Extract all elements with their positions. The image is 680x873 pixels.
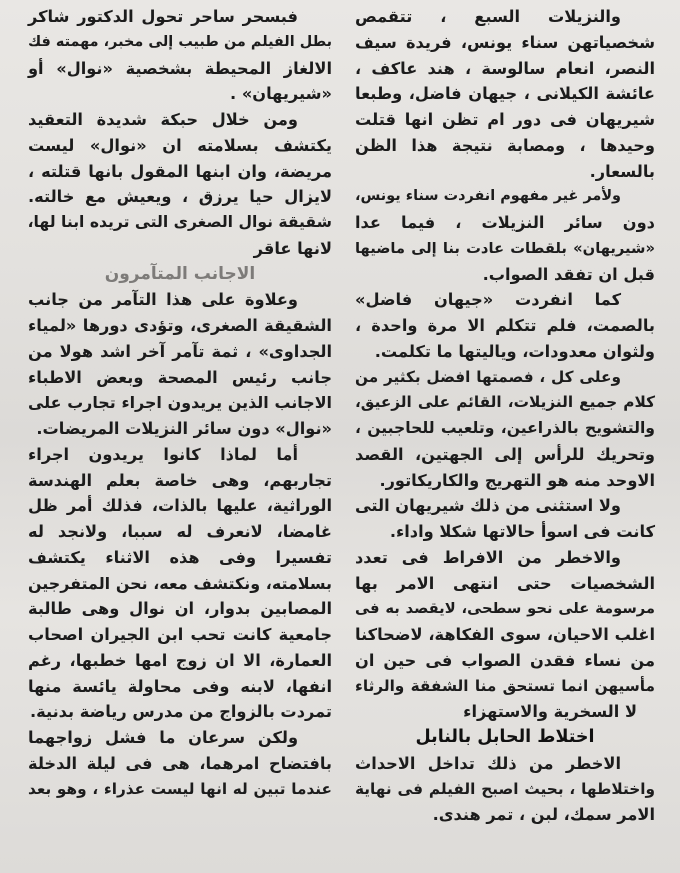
text-line: بالصمت، فلم تتكلم الا مرة واحدة ، [355, 316, 655, 335]
text-line: الشقيقة الصغرى، وتؤدى دورها «لمياء [28, 316, 332, 335]
text-line: انفها، لابنه وفى محاولة يائسة منها [28, 676, 332, 696]
text-line: لانها عاقر [253, 238, 332, 258]
text-line: ولثوان معدودات، وياليتها ما تكلمت. [374, 341, 655, 361]
text-line: ولكن سرعان ما فشل زواجهما [28, 728, 298, 747]
text-line: قبل ان تفقد الصواب. [482, 264, 655, 284]
text-line: النصر، انعام سالوسة ، هند عاكف ، [355, 58, 655, 78]
text-line: أما لماذا كانوا يريدون اجراء [28, 444, 298, 464]
text-line: الجداوى» ، ثمة تآمر آخر اشد هولا من [28, 341, 332, 361]
text-line: لا السخرية والاستهزاء [463, 702, 637, 722]
text-line: الوراثية، عليها بالذات، فذلك أمر ظل [28, 496, 332, 516]
text-line: واختلاطها ، بحيث اصبح الفيلم فى نهاية [355, 779, 655, 798]
text-line: تجاربهم، وهى خاصة بعلم الهندسة [28, 470, 332, 490]
text-line: «نوال» دون سائر النزيلات المريضات. [36, 419, 332, 438]
text-line: فبسحر ساحر تحول الدكتور شاكر [28, 7, 298, 26]
text-line: والاخطر من الافراط فى تعدد [355, 547, 621, 567]
text-line: لايزال حيا يرزق ، ويعيش مع خالته. [28, 187, 332, 207]
text-line: الامر سمك، لبن ، تمر هندى. [432, 805, 655, 825]
text-line: شيريهان فى دور ام تظن انها قتلت [355, 110, 655, 129]
text-line: من نساء فقدن الصواب فى حين ان [355, 650, 655, 670]
text-line: يكتشف بسلامته ان «نوال» ليست [28, 135, 332, 155]
text-line: عندما تبين له انها ليست عذراء ، وهو بعد [28, 779, 332, 798]
text-line: بسلامته، ونكتشف معه، نحن المتفرجين [28, 573, 332, 593]
text-line: كما انفردت «جيهان فاضل» [355, 290, 621, 310]
text-line: جامعية كانت تحب ابن الجيران اصحاب [28, 625, 332, 644]
paragraph [28, 287, 332, 442]
text-line: اغلب الاحيان، سوى الفكاهة، لاضحاكنا [355, 625, 655, 644]
text-line: دون سائر النزيلات ، فيما عدا [355, 213, 655, 232]
text-line: الاخطر من ذلك تداخل الاحداث [355, 753, 621, 773]
paragraph [355, 184, 655, 287]
paragraph [28, 442, 332, 725]
text-line: تفسيرا وفى هذه الاثناء يكتشف [28, 547, 332, 567]
text-line: ومن خلال حبكة شديدة التعقيد [28, 110, 298, 129]
text-line: شخصياتهن سناء يونس، فريدة سيف [355, 32, 655, 52]
text-line: تمردت بالزواج من مدرس رياضة بدنية. [30, 702, 332, 722]
text-line: وحيدها ، ومصابة نتيجة هذا الظن [355, 135, 655, 155]
paragraph [28, 725, 332, 802]
paragraph [355, 751, 655, 828]
text-line: كانت فى اسوأ حالاتها شكلا واداء. [389, 522, 655, 541]
text-line: وعلى كل ، فصمتها افضل بكثير من [355, 367, 621, 386]
text-line: بطل الفيلم من طبيب إلى مخبر، مهمته فك [28, 33, 332, 50]
text-line: مرسومة على نحو سطحى، لايقصد به فى [355, 600, 655, 618]
text-line: شقيقة نوال الصغرى التى تريده ابنا لها، [27, 213, 332, 231]
text-line: المصابين بدوار، ان نوال وهى طالبة [28, 599, 332, 619]
text-line: والنزيلات السبع ، تتقمص [355, 7, 621, 26]
article-column-right [355, 4, 655, 828]
text-line: الالغاز المحيطة بشخصية «نوال» أو [28, 58, 332, 78]
text-line: الشخصيات حتى انتهى الامر بها [355, 573, 655, 593]
paragraph [28, 4, 332, 107]
text-line: ولا استثنى من ذلك شيريهان التى [355, 496, 621, 516]
text-line: الاجانب الذين يريدون اجراء تجارب على [28, 393, 332, 413]
text-line: «شيريهان» . [230, 84, 332, 104]
text-line: وتحريك للرأس إلى الجهتين، القصد [355, 444, 655, 464]
text-line: كلام جميع النزيلات، القائم على الزعيق، [355, 393, 655, 412]
paragraph [355, 493, 655, 545]
text-line: عائشة الكيلانى ، جيهان فاضل، وطبعا [355, 84, 655, 104]
paragraph [355, 287, 655, 364]
text-line: مأسيهن انما تستحق منا الشفقة والرثاء [355, 676, 655, 695]
paragraph [355, 545, 655, 725]
section-heading: اختلاط الحابل بالنابل [415, 727, 595, 747]
text-line: غامضا، لانعرف له سببا، ولانجد له [28, 522, 332, 541]
paragraph [355, 4, 655, 184]
paragraph [355, 365, 655, 494]
text-line: والتشويح بالذراعين، وتلعيب للحاجبين ، [355, 419, 655, 437]
section-heading: الاجانب المتآمرون [104, 263, 256, 284]
paragraph [28, 107, 332, 262]
text-line: مريضة، وان ابنها المقول بانها قتلته ، [28, 161, 332, 181]
text-line: بافتضاح امرهما، هى فى ليلة الدخلة [28, 753, 332, 773]
text-line: وعلاوة على هذا التآمر من جانب [28, 290, 298, 310]
text-line: ولأمر غير مفهوم انفردت سناء يونس، [355, 188, 621, 205]
text-line: بالسعار. [589, 161, 655, 181]
text-line: العمارة، الا ان زوج امها خطبها، رغم [28, 650, 332, 670]
text-line: الاوحد منه هو التهريج والكاريكاتور. [379, 470, 655, 490]
text-line: «شيريهان» بلقطات عادت بنا إلى ماضيها [355, 239, 655, 257]
article-column-left [28, 4, 332, 802]
text-line: جانب رئيس المصحة وبعض الاطباء [28, 367, 332, 387]
